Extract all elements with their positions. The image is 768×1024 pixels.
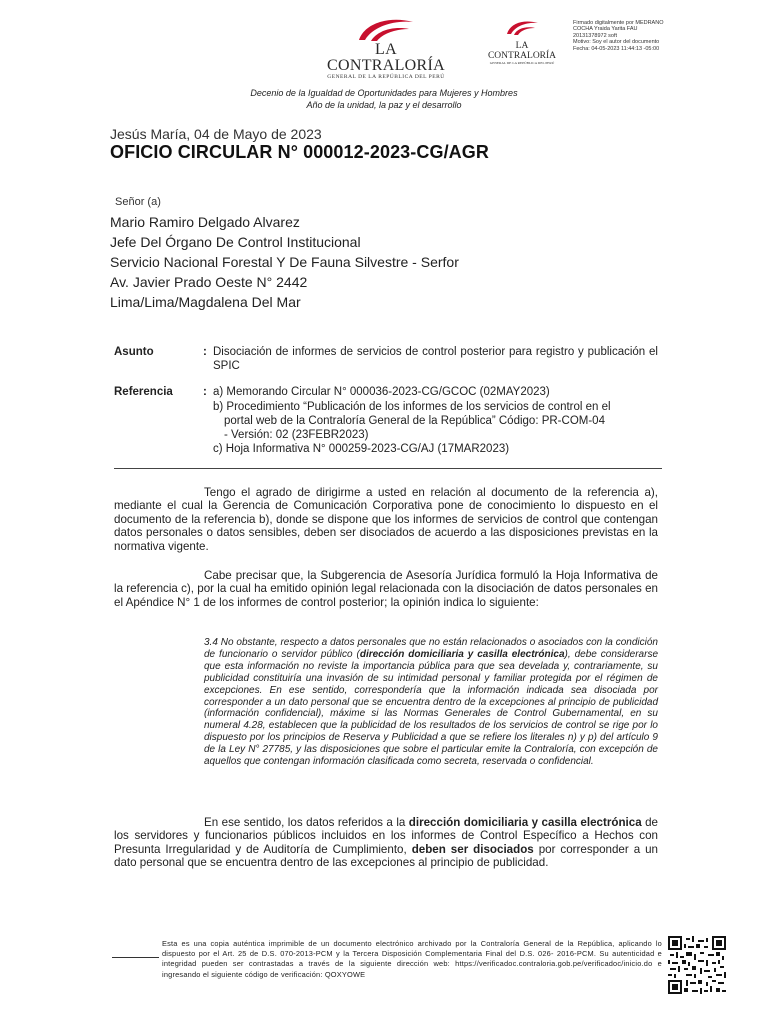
- referencia-item-c: c) Hoja Informativa N° 000259-2023-CG/AJ (17MAR2023): [213, 443, 510, 455]
- addressee-entity: Servicio Nacional Forestal Y De Fauna Silvestre - Serfor: [110, 254, 459, 270]
- verification-footer: Esta es una copia auténtica imprimible de un documento electrónico archivado por la Contraloría General de la República, aplicando lo dispuesto por el Art. 25 de D.S. 070-2013-PCM y la Tercera Disposición Complementaria Final del D.S. 026- 2016-PCM. Su autenticidad e integridad pueden ser contrastadas a través de la siguiente dirección web: https://verificadoc.contraloria.gob.pe/verificadoc/inicio.do e ingresando el siguiente código de verificación: QOXYOWE: [162, 939, 662, 979]
- year-name-line: Año de la unidad, la paz y el desarrollo: [306, 100, 462, 110]
- addressee-block: [110, 196, 459, 312]
- logo-main-subtitle: GENERAL DE LA REPÚBLICA DEL PERÚ: [327, 74, 445, 80]
- digital-signature: [573, 20, 753, 52]
- referencia-colon: :: [203, 386, 207, 398]
- addressee-name: Mario Ramiro Delgado Alvarez: [110, 214, 300, 230]
- referencia-item-b: b) Procedimiento “Publicación de los informes de los servicios de control en el: [213, 401, 611, 413]
- contraloria-emblem-small-icon: [502, 18, 542, 36]
- signature-line: Motivo: Soy el autor del documento: [573, 39, 660, 46]
- addressee-street: Av. Javier Prado Oeste N° 2442: [110, 274, 308, 290]
- decenio-line: Decenio de la Igualdad de Oportunidades para Mujeres y Hombres: [250, 88, 518, 98]
- addressee-position: Jefe Del Órgano De Control Institucional: [110, 234, 361, 250]
- contraloria-emblem-icon: [351, 14, 421, 44]
- asunto-colon: :: [203, 346, 207, 358]
- p3-part-1: En ese sentido, los datos referidos a la: [204, 816, 409, 829]
- referencia-item-b-version: - Versión: 02 (23FEBR2023): [224, 429, 369, 441]
- signature-line: 20131378972 soft: [573, 32, 618, 39]
- asunto-label: Asunto: [114, 346, 154, 358]
- body-paragraph-2-text: Cabe precisar que, la Subgerencia de Asesoría Jurídica formuló la Hoja Informativa de la referencia c), por la cual ha emitido opinión legal relacionada con la disociación de datos personales en el Apéndice N° 1 de los informes de control posterior; la opinión indica lo siguiente:: [114, 569, 658, 609]
- signature-line: COCHA Yraida Yarita FAU: [573, 26, 638, 33]
- p3-emphasis-1: dirección domiciliaria y casilla electrónica: [408, 816, 642, 829]
- salutation: Señor (a): [115, 196, 161, 208]
- asunto-text: Disociación de informes de servicios de control posterior para registro y publicación el SPIC: [213, 346, 658, 372]
- body-paragraph-1-text: Tengo el agrado de dirigirme a usted en relación al documento de la referencia a), mediante el cual la Gerencia de Comunicación Corporativa pone de conocimiento lo dispuesto en el documento de la referencia b), donde se dispone que los informes de servicios de control que contengan datos personales o datos sensibles, deben ser disociados de acuerdo a las disposiciones previstas en la normativa vigente.: [114, 486, 658, 553]
- quote-part-2: ), debe considerarse que esta información no reviste la importancia pública para que sea develada y, contrariamente, su publicidad constituiría una invasión de su intimidad personal y familiar protegida por el régimen de excepciones. En ese sentido, correspondería que la información indicada sea disociada por corresponder a un dato personal que se encuentra dentro de la excepciones al principio de publicidad (información confidencial), máxime si las Normas Generales de Control Gubernamental, en su numeral 4.28, establecen que la publicidad de los resultados de los servicios de control se rige por lo dispuesto por los principios de Reserva y Publicidad a que se refiere los literales n) y p) del artículo 9 de la Ley N° 27785, y las disposiciones que sobre el particular emite la Contraloría, con excepción de aquellos que contengan información clasificada como secreta, reservada o confidencial.: [204, 648, 659, 768]
- divider: [114, 468, 662, 469]
- signature-line: Fecha: 04-05-2023 11:44:13 -05:00: [573, 45, 660, 52]
- body-paragraph-2: [114, 569, 658, 609]
- logo-small-subtitle: GENERAL DE LA REPÚBLICA DEL PERÚ: [489, 61, 555, 65]
- quote-emphasis: dirección domiciliaria y casilla electrónica: [359, 648, 565, 660]
- signature-line: Firmado digitalmente por MEDRANO: [573, 20, 664, 26]
- referencia-item-b-cont: portal web de la Contraloría General de la República” Código: PR-COM-04: [224, 415, 605, 427]
- logo-main-name: LA CONTRALORÍA: [327, 41, 445, 74]
- letter-date: Jesús María, 04 de Mayo de 2023: [110, 126, 322, 142]
- referencia-label: Referencia: [114, 386, 173, 398]
- qr-code-icon: [668, 936, 726, 994]
- contraloria-logo: [316, 14, 456, 80]
- contraloria-logo-small: [482, 18, 562, 65]
- body-paragraph-3: [114, 816, 658, 870]
- p3-emphasis-2: deben ser disociados: [411, 842, 534, 856]
- oficio-title: OFICIO CIRCULAR N° 000012-2023-CG/AGR: [110, 142, 489, 162]
- p3-part-2: de los servidores y funcionarios públicos incluidos en los informes de Control Específico a Hechos con Presunta Irregularidad y de Auditoría de Cumplimiento,: [114, 816, 658, 856]
- logo-small-name: LA CONTRALORÍA: [487, 41, 557, 61]
- decenio-header: [0, 87, 768, 111]
- footer-divider: [112, 957, 159, 958]
- p3-part-3: por corresponder a un dato personal que se encuentra dentro de las excepciones al principio de publicidad.: [114, 842, 658, 870]
- referencia-item-a: a) Memorando Circular N° 000036-2023-CG/GCOC (02MAY2023): [213, 386, 550, 398]
- legal-opinion-quote: [204, 637, 658, 768]
- quote-part-1: 3.4 No obstante, respecto a datos personales que no están relacionados o asociados con la condición de funcionario o servidor público (: [204, 637, 658, 660]
- addressee-city: Lima/Lima/Magdalena Del Mar: [110, 294, 301, 310]
- body-paragraph-1: [114, 486, 658, 553]
